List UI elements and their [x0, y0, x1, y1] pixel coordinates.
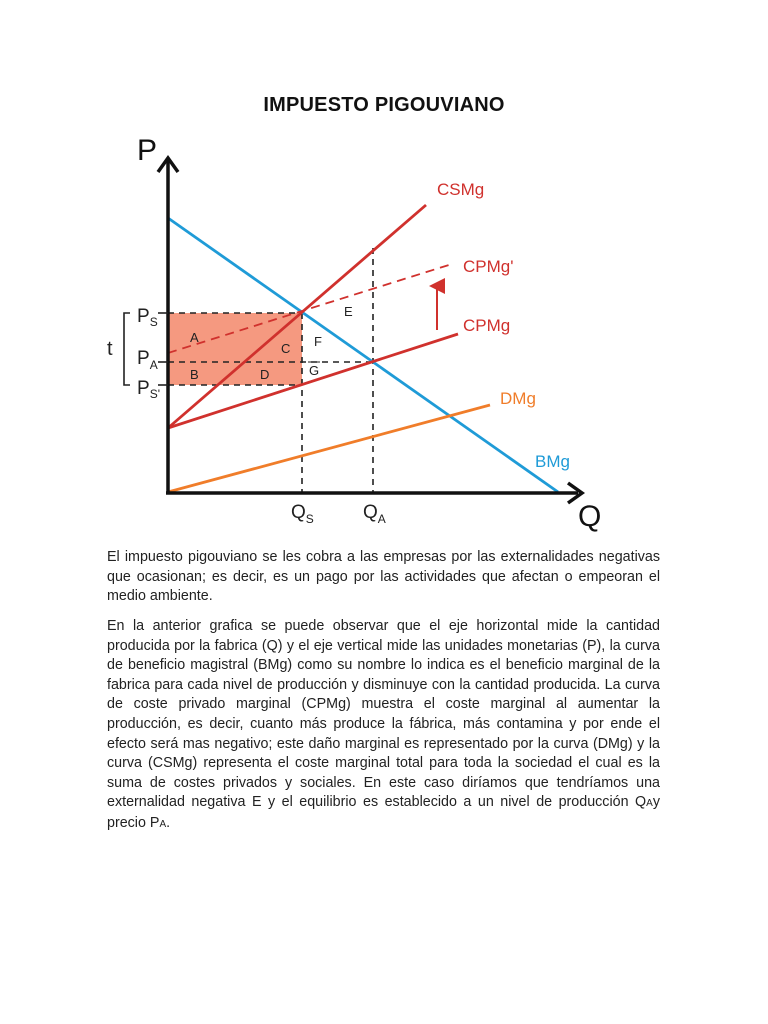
pa-inline: PA: [149, 814, 167, 831]
dmg-label: DMg: [500, 389, 536, 408]
paragraph-explanation: En la anterior grafica se puede observar que el eje horizontal mide la cantidad producida por la fabrica (Q) y el eje vertical mide las unidades monetarias (P), la curva de beneficio magistral (BMg) como su nombre lo indica es el beneficio marginal de la fabrica para cada nivel de producción y disminuye con la cantidad producida. La curva de coste privado marginal (CPMg) muestra el coste marginal al aumentar la producción, es decir, cuanto más produce la fábrica, más contamina y por ende el efecto será mas negativo; este daño marginal es representado por la curva (DMg) y la curva (CSMg) representa el coste marginal total para toda la sociedad el cual es la suma de costes privados y sociales. En este caso diríamos que tendríamos una externalidad negativa E y el equilibrio es establecido a un nivel de producción QAy precio PA.: [107, 618, 660, 831]
page-title: IMPUESTO PIGOUVIANO: [263, 94, 505, 116]
area-d-label: D: [260, 367, 270, 382]
qs-label: $Q_S$: [291, 502, 314, 526]
paragraph-explanation-body: En la anterior grafica se puede observar que el eje horizontal mide la cantidad producida por la fabrica (Q) y el eje vertical mide las unidades monetarias (P), la curva de beneficio magistral (BMg) como su nombre lo indica es el beneficio marginal de la fabrica para cada nivel de producción y disminuye con la cantidad producida. La curva de coste privado marginal (CPMg) muestra el coste marginal al aumentar la producción, es decir, cuanto más produce la fábrica, más contamina y por ende el efecto será mas negativo; este daño marginal es representado por la curva (DMg) y la curva (CSMg) representa el coste marginal total para toda la sociedad el cual es la suma de costes privados y sociales. En este caso diríamos que tendríamos una externalidad negativa E y el equilibrio es establecido a un nivel de producción: [107, 618, 660, 811]
bmg-label: BMg: [535, 452, 570, 471]
area-a-label: A: [190, 330, 199, 345]
cpmg-label: CPMg: [463, 316, 511, 335]
tax-bracket: [124, 313, 130, 385]
csmg-label: CSMg: [437, 180, 485, 199]
pa-label: $P_A$: [137, 348, 158, 372]
qa-inline: QA: [635, 794, 653, 811]
x-axis-label: Q: [578, 500, 602, 533]
y-axis-label: P: [137, 134, 158, 167]
area-e-label: E: [344, 304, 353, 319]
cpmg-prime-label: CPMg': [463, 257, 514, 276]
tax-label: t: [107, 338, 113, 360]
area-f-label: F: [314, 334, 322, 349]
area-c-label: C: [281, 341, 291, 356]
area-g-label: G: [309, 363, 320, 378]
ps-label: $P_S$: [137, 306, 158, 329]
dmg-curve: [168, 405, 490, 492]
qa-label: $Q_A$: [363, 502, 386, 526]
area-b-label: B: [190, 367, 199, 382]
paragraph-intro: El impuesto pigouviano se les cobra a las empresas por las externalidades negativas que ocasionan; es decir, es un pago por las actividades que afectan o empeoran el medio ambiente.: [107, 549, 660, 605]
psp-label: $P_{S'}$: [137, 378, 160, 401]
